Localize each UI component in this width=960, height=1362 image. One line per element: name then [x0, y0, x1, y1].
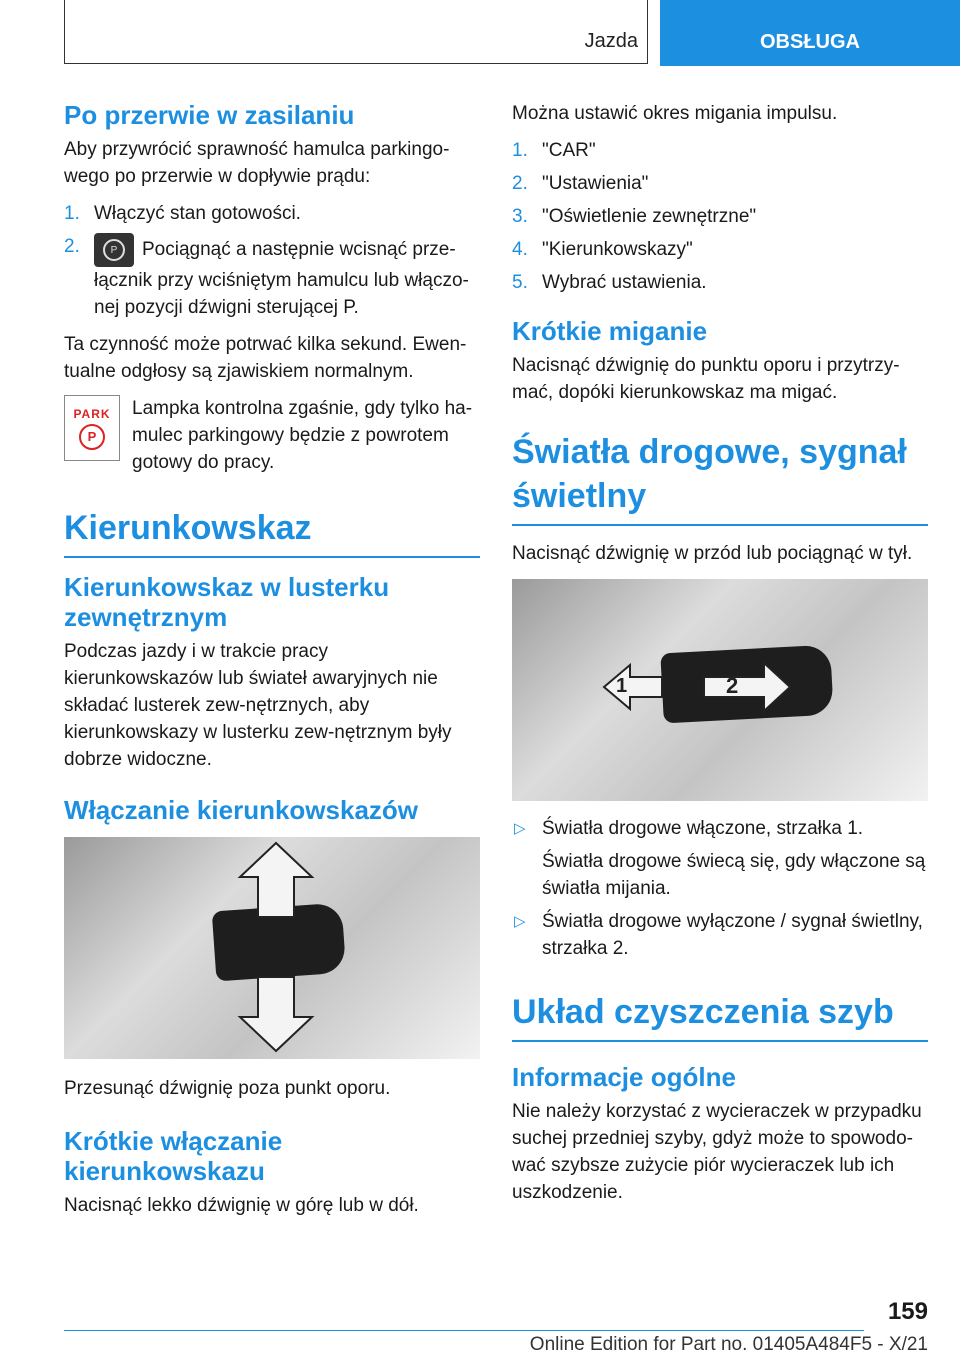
up-down-arrow-icon — [64, 837, 480, 1059]
flash-text: Nacisnąć dźwignię do punktu oporu i przytrzy-mać, dopóki kierunkowskaz ma migać. — [512, 355, 900, 403]
power-intro: Aby przywrócić sprawność hamulca parkingo-wego po przerwie w dopływie prądu: — [64, 139, 450, 187]
list-item: ▷ Światła drogowe wyłączone / sygnał świetlny, strzałka 2. — [512, 908, 928, 962]
blink-text: Można ustawić okres migania impulsu. — [512, 103, 838, 124]
bullet-triangle-icon: ▷ — [514, 820, 526, 837]
front-back-arrow-icon — [512, 579, 928, 801]
right-column — [512, 100, 928, 1216]
footer-divider — [64, 1330, 864, 1331]
power-heading: Po przerwie w zasilaniu — [64, 100, 355, 130]
list-item: 4. "Kierunkowskazy" — [512, 239, 693, 260]
list-item: ▷ Światła drogowe włączone, strzałka 1. Światła drogowe świecą się, gdy włączone są światła mijania. — [512, 815, 928, 902]
switch-caption: Przesunąć dźwignię poza punkt oporu. — [64, 1078, 391, 1099]
list-item: 1. "CAR" — [512, 140, 596, 161]
bullet-triangle-icon: ▷ — [514, 913, 526, 930]
park-note-text: Lampka kontrolna zgaśnie, gdy tylko ha-mulec parkingowy będzie z powrotem gotowy do pracy. — [132, 398, 473, 473]
footer-edition: Online Edition for Part no. 01405A484F5 - X/21 — [529, 1334, 928, 1355]
general-info-heading: Informacje ogólne — [512, 1062, 736, 1092]
list-item: 5. Wybrać ustawienia. — [512, 272, 707, 293]
mirror-heading: Kierunkowskaz w lusterku zewnętrznym — [64, 572, 390, 632]
wiper-heading: Układ czyszczenia szyb — [512, 990, 928, 1042]
list-item: 1. Włączyć stan gotowości. — [64, 203, 301, 224]
general-info-text: Nie należy korzystać z wycieraczek w przypadku suchej przedniej szyby, gdyż może to spowodo-wać szybsze zużycie piór wycieraczek lub ich uszkodzenie. — [512, 1101, 922, 1203]
list-item: 2. "Ustawienia" — [512, 173, 649, 194]
turn-signal-lever-image — [64, 837, 480, 1059]
high-beam-lever-image — [512, 579, 928, 801]
power-steps — [64, 200, 480, 321]
parking-brake-button-icon: P — [94, 233, 134, 267]
turn-signal-heading: Kierunkowskaz — [64, 506, 480, 558]
high-beam-text: Nacisnąć dźwignię w przód lub pociągnąć w tył. — [512, 543, 913, 564]
list-item: 2. P Pociągnąć a następnie wcisnąć prze-łącznik przy wciśniętym hamulcu lub włączo-nej pozycji dźwigni sterującej P. — [64, 233, 480, 321]
short-signal-heading: Krótkie włączanie kierunkowskazu — [64, 1126, 283, 1186]
park-note — [64, 395, 480, 476]
high-beam-bullets — [512, 815, 928, 962]
switch-heading: Włączanie kierunkowskazów — [64, 795, 419, 825]
list-item: 3. "Oświetlenie zewnętrzne" — [512, 206, 757, 227]
flash-heading: Krótkie miganie — [512, 316, 708, 346]
page-number: 159 — [887, 1298, 928, 1325]
power-note: Ta czynność może potrwać kilka sekund. Ewen-tualne odgłosy są zjawiskiem normalnym. — [64, 334, 467, 382]
header-section-title: Jazda — [584, 30, 638, 52]
header-chapter-tab[interactable]: OBSŁUGA — [660, 0, 960, 66]
arrow-label-1: 1 — [616, 675, 628, 697]
short-signal-text: Nacisnąć lekko dźwignię w górę lub w dół. — [64, 1195, 419, 1216]
left-column — [64, 100, 480, 1229]
park-warning-icon: PARK P — [64, 395, 120, 461]
header-frame — [64, 0, 648, 64]
arrow-label-2: 2 — [726, 673, 739, 698]
high-beam-heading: Światła drogowe, sygnał świetlny — [512, 430, 928, 526]
mirror-text: Podczas jazdy i w trakcie pracy kierunkowskazów lub świateł awaryjnych nie składać lusterek zew-nętrznych, aby kierunkowskazy w lusterku zew-nętrznym były dobrze widoczne. — [64, 641, 452, 770]
blink-steps — [512, 137, 928, 296]
